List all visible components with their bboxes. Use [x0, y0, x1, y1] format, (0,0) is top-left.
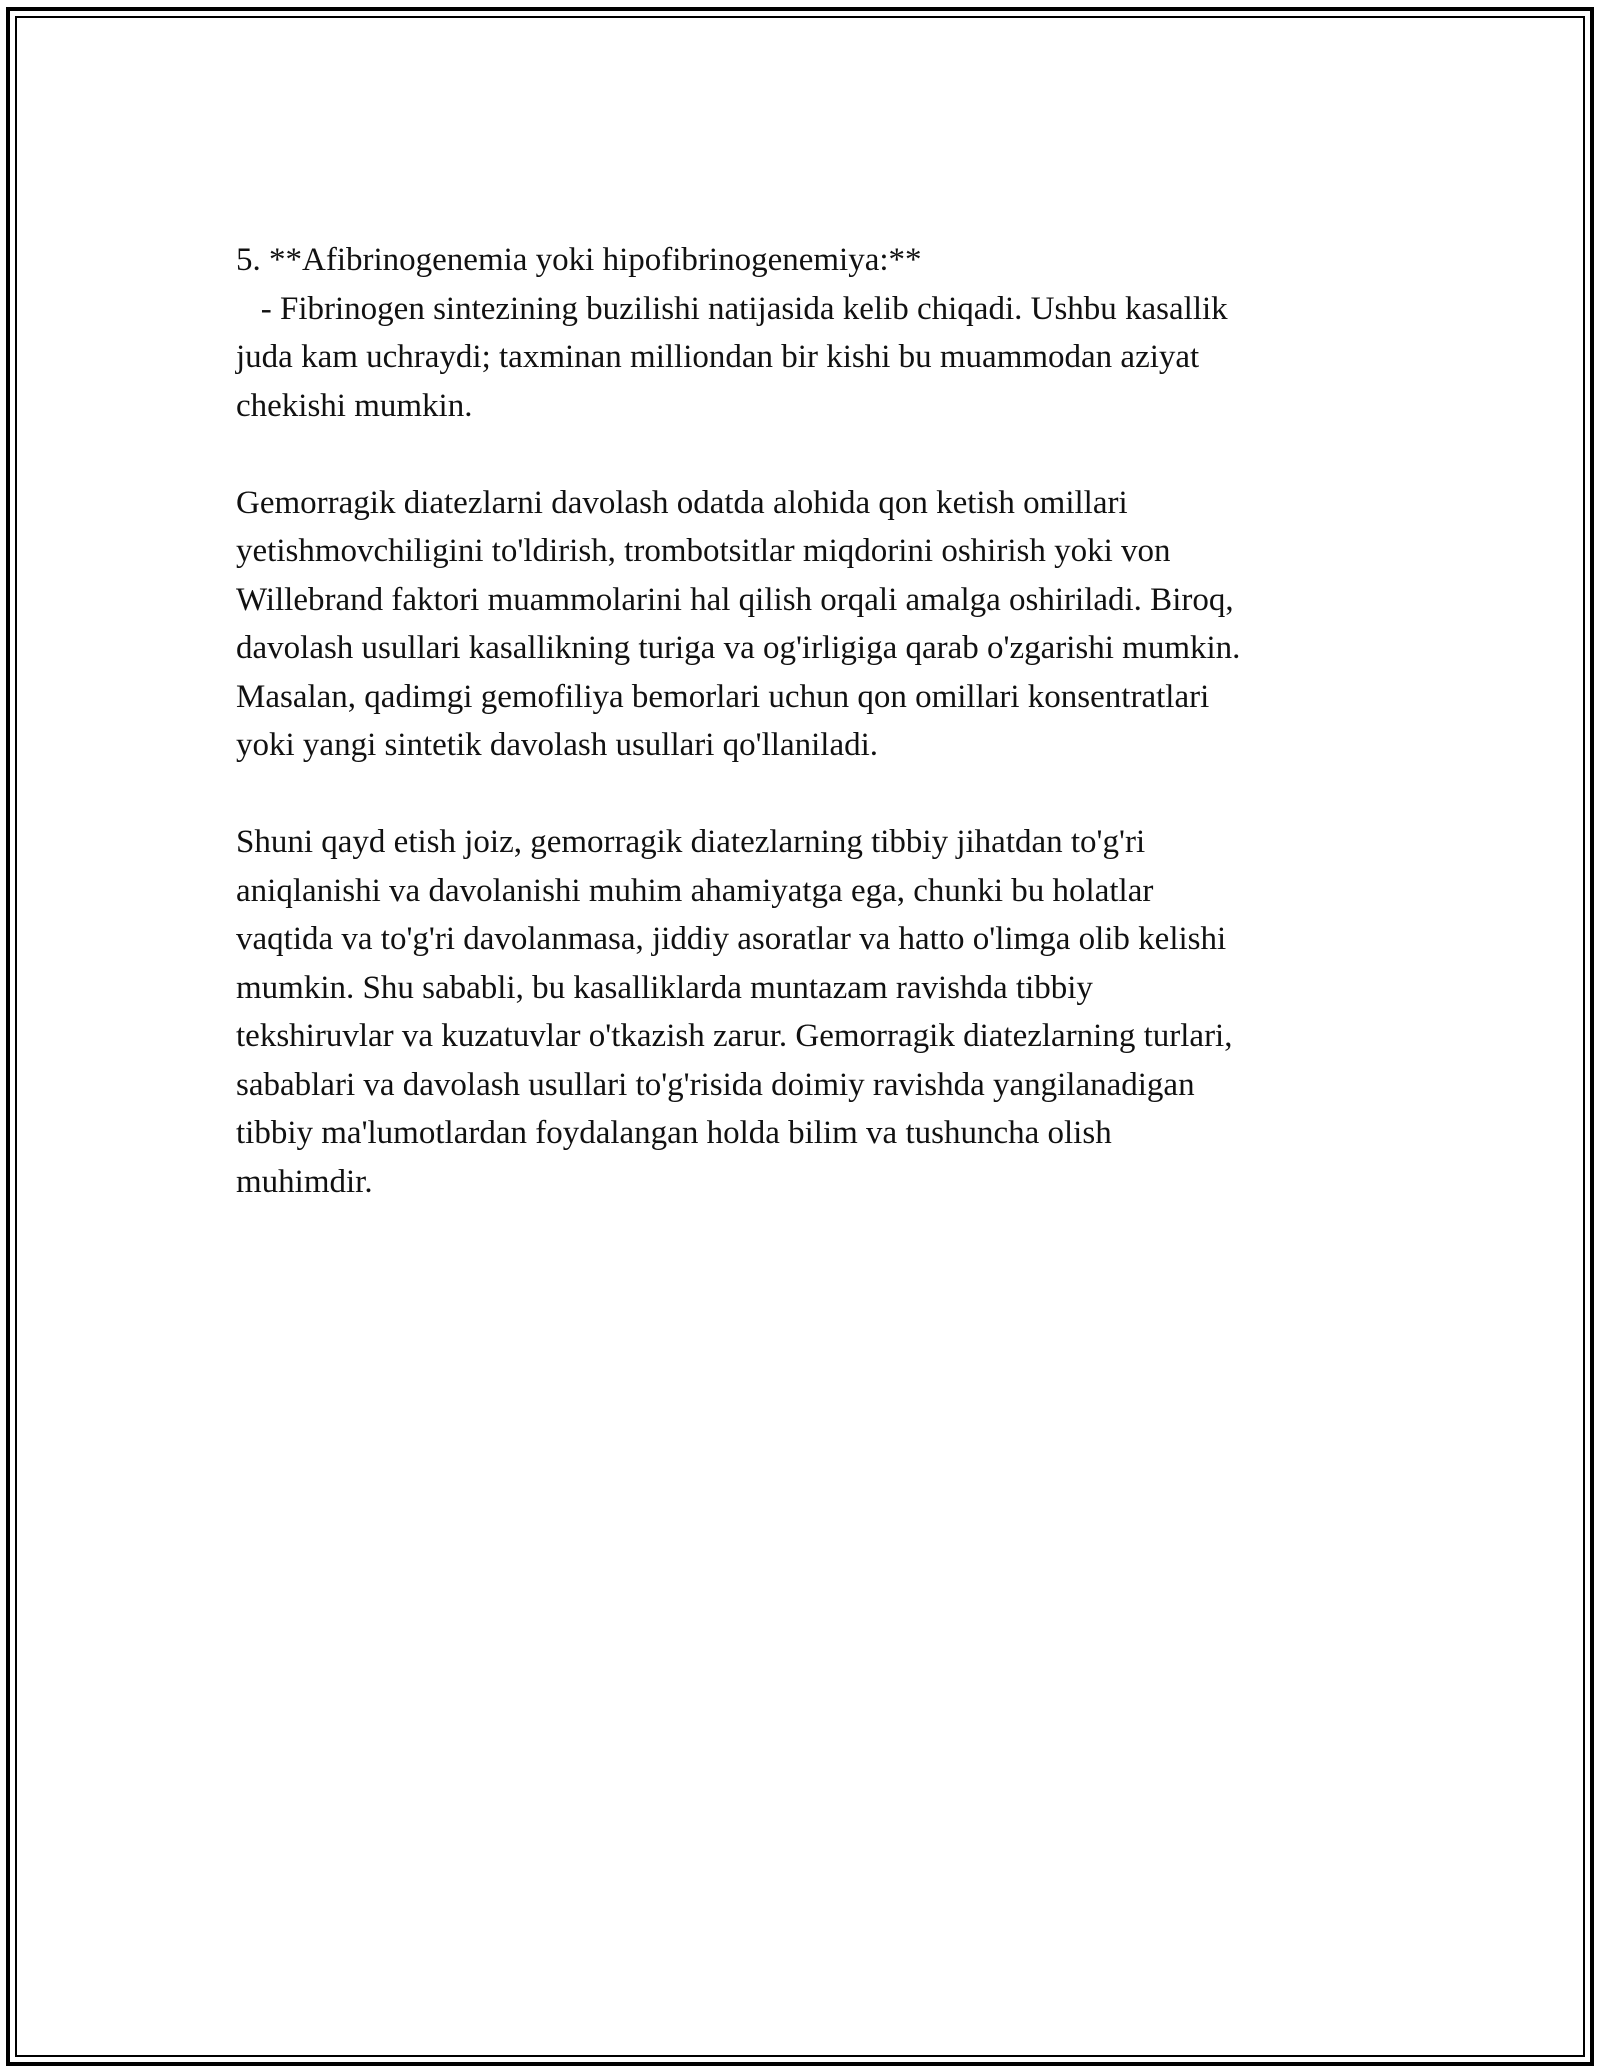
text-line: tibbiy ma'lumotlardan foydalangan holda bilim va tushuncha olish: [236, 1115, 1112, 1151]
text-line: sabablari va davolash usullari to'g'risida doimiy ravishda yangilanadigan: [236, 1066, 1195, 1103]
text-line: davolash usullari kasallikning turiga va og'irligiga qarab o'zgarishi mumkin.: [236, 630, 1241, 666]
list-item-heading: 5. **Afibrinogenemia yoki hipofibrinogenemiya:**: [236, 242, 922, 278]
text-line: Masalan, qadimgi gemofiliya bemorlari uchun qon omillari konsentratlari: [236, 678, 1210, 715]
text-line: yoki yangi sintetik davolash usullari qo'llaniladi.: [236, 727, 879, 763]
document-body: [236, 236, 1366, 1255]
list-item-afibrinogenemia: [236, 236, 1366, 430]
text-line: muhimdir.: [236, 1163, 373, 1200]
paragraph-conclusion: [236, 818, 1366, 1206]
text-line: Gemorragik diatezlarni davolash odatda alohida qon ketish omillari: [236, 484, 1128, 521]
text-line: aniqlanishi va davolanishi muhim ahamiyatga ega, chunki bu holatlar: [236, 872, 1154, 909]
text-line: Willebrand faktori muammolarini hal qilish orqali amalga oshiriladi. Biroq,: [236, 581, 1234, 618]
text-line: yetishmovchiligini to'ldirish, trombotsitlar miqdorini oshirish yoki von: [236, 533, 1171, 569]
text-line: vaqtida va to'g'ri davolanmasa, jiddiy asoratlar va hatto o'limga olib kelishi: [236, 921, 1227, 957]
paragraph-treatment: [236, 479, 1366, 770]
text-line: tekshiruvlar va kuzatuvlar o'tkazish zarur. Gemorragik diatezlarning turlari,: [236, 1018, 1233, 1054]
text-line: juda kam uchraydi; taxminan milliondan bir kishi bu muammodan aziyat: [236, 339, 1200, 375]
text-line: - Fibrinogen sintezining buzilishi natijasida kelib chiqadi. Ushbu kasallik: [236, 290, 1228, 327]
text-line: Shuni qayd etish joiz, gemorragik diatezlarning tibbiy jihatdan to'g'ri: [236, 824, 1146, 860]
text-line: chekishi mumkin.: [236, 387, 473, 424]
text-line: mumkin. Shu sababli, bu kasalliklarda muntazam ravishda tibbiy: [236, 969, 1093, 1006]
